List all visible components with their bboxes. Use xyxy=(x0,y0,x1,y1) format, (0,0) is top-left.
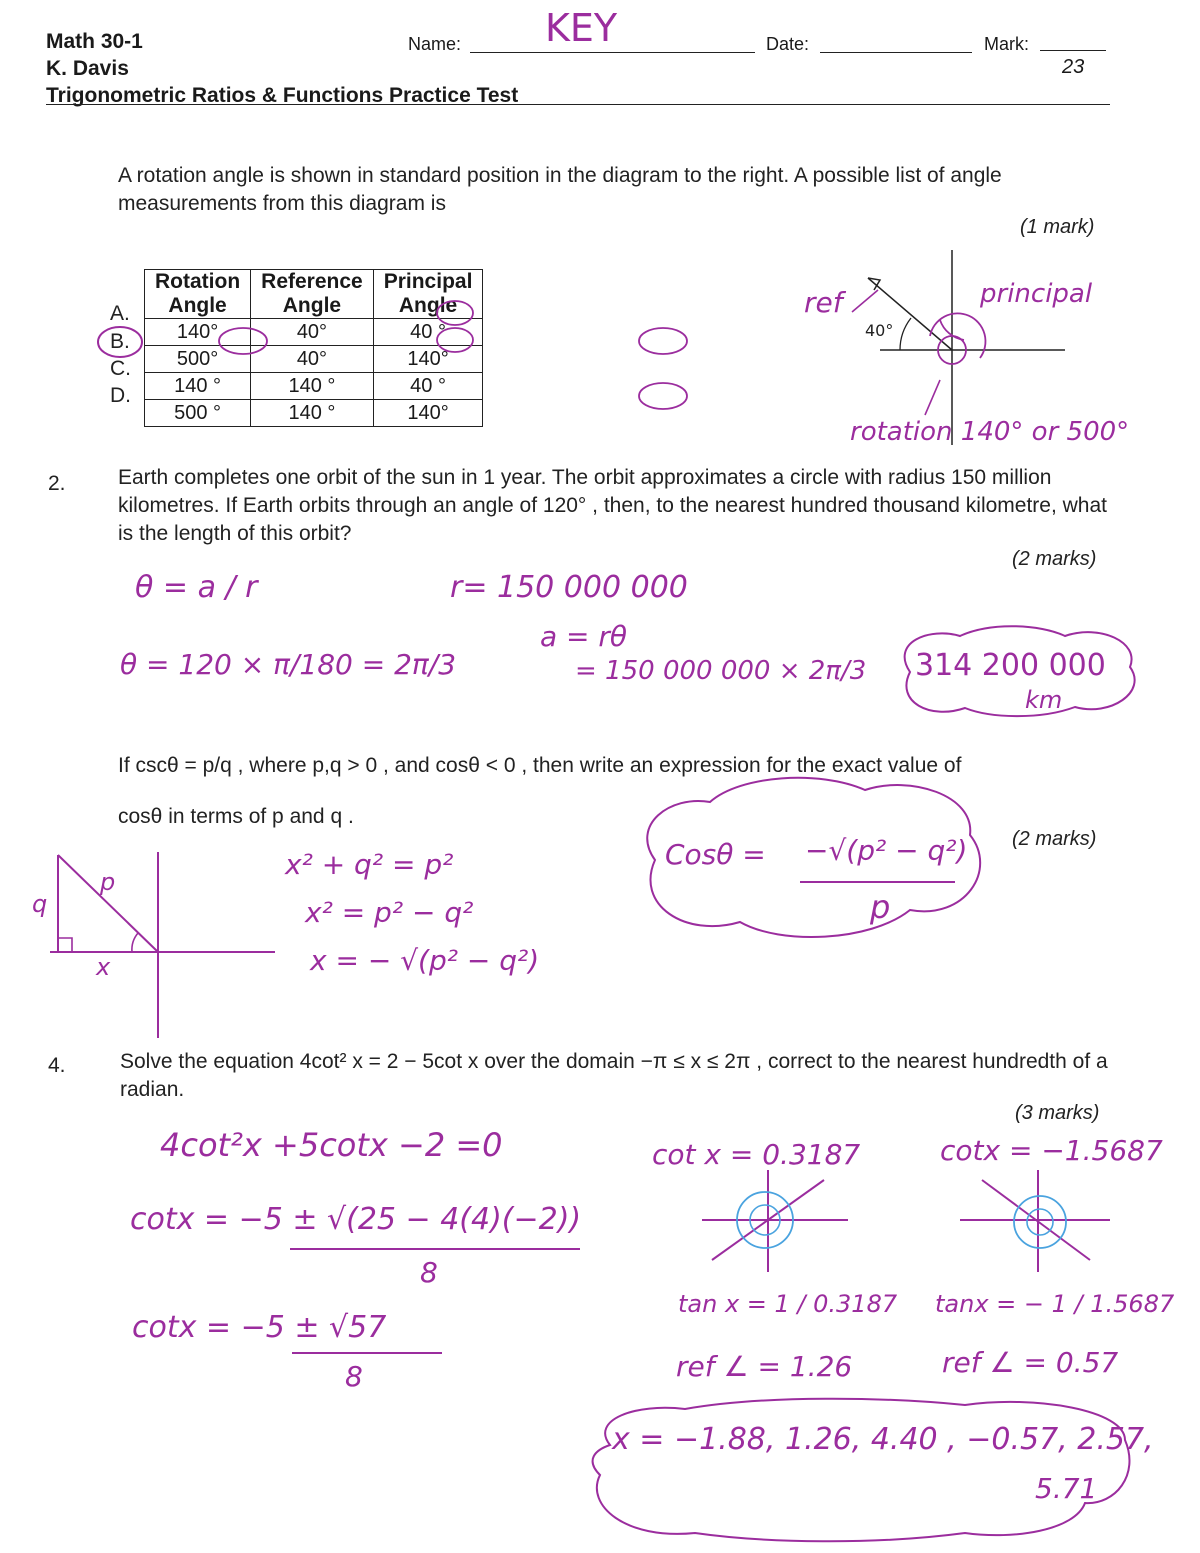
q3-triangle-diagram xyxy=(20,840,290,1040)
q2-answer: 314 200 000 xyxy=(915,648,1106,683)
q4-cot-value-2: cotx = −1.5687 xyxy=(940,1134,1163,1167)
q4-answer: x = −1.88, 1.26, 4.40 , −0.57, 2.57, xyxy=(612,1422,1154,1457)
header-reference: Reference Angle xyxy=(251,270,374,319)
q4-marks: (3 marks) xyxy=(1015,1102,1100,1124)
q2-calc: = 150 000 000 × 2π/3 xyxy=(575,656,867,686)
q2-answer-unit: km xyxy=(1025,686,1063,714)
option-letter-d: D. xyxy=(110,384,131,407)
mark-total: 23 xyxy=(1062,56,1085,78)
course-title: Math 30-1 xyxy=(46,30,143,53)
q3-answer-denominator: p xyxy=(870,888,891,926)
opp-label: q xyxy=(32,890,48,918)
date-label: Date: xyxy=(766,34,810,54)
cell-rotation: 500 ° xyxy=(145,400,251,427)
test-title: Trigonometric Ratios & Functions Practice Test xyxy=(46,84,519,107)
circle-principal-140a xyxy=(639,328,687,354)
q2-text: Earth completes one orbit of the sun in 1 year. The orbit approximates a circle with radius 150 million kilometres. If Earth orbits through an angle of 120° , then, to the nearest hundred thousand kilometre, what is the length of this orbit? xyxy=(118,466,1107,545)
q2-marks: (2 marks) xyxy=(1012,548,1097,570)
q4-text: Solve the equation 4cot² x = 2 − 5cot x over the domain −π ≤ x ≤ 2π , correct to the nearest hundredth of a radian. xyxy=(120,1050,1108,1101)
q2-radius: r= 150 000 000 xyxy=(450,570,688,605)
adj-label: x xyxy=(96,953,111,981)
rotation-pointer xyxy=(925,380,940,415)
q3-text-b: cosθ in terms of p and q . xyxy=(118,805,354,828)
q4-ref-angle-1: ref ∠ = 1.26 xyxy=(676,1350,853,1383)
q1-text: A rotation angle is shown in standard position in the diagram to the right. A possible list of angle measurements from this diagram is xyxy=(118,164,1002,215)
theta-arc xyxy=(132,933,138,952)
q2-arc-formula: a = rθ xyxy=(540,620,628,653)
q4-quadratic: cotx = −5 ± √(25 − 4(4)(−2)) xyxy=(130,1202,582,1237)
cell-principal: 140° xyxy=(373,346,483,373)
rotation-note: rotation 140° or 500° xyxy=(850,417,1130,447)
q3-work-line-3: x = − √(p² − q²) xyxy=(310,944,540,977)
q3-work-line-2: x² = p² − q² xyxy=(305,896,474,929)
option-letter-b: B. xyxy=(110,330,130,353)
hyp-label: p xyxy=(100,868,116,896)
circle-ref-40a xyxy=(437,301,473,325)
cell-rotation: 140 ° xyxy=(145,373,251,400)
cell-rotation: 140° xyxy=(145,319,251,346)
teacher-name: K. Davis xyxy=(46,57,129,80)
q1-marks: (1 mark) xyxy=(1020,216,1095,238)
q4-simplified: cotx = −5 ± √57 xyxy=(132,1310,387,1345)
q4-equation: 4cot²x +5cotx −2 =0 xyxy=(160,1126,503,1164)
circle-principal-140b xyxy=(639,383,687,409)
right-angle-mark xyxy=(58,938,72,952)
name-value: KEY xyxy=(545,6,618,50)
q4-cot-value-1: cot x = 0.3187 xyxy=(652,1138,861,1171)
q4-tan-value-2: tanx = − 1 / 1.5687 xyxy=(935,1290,1175,1318)
q4-quadratic-bar xyxy=(290,1248,580,1250)
ref-pointer xyxy=(852,290,878,312)
header-principal: Principal Angle xyxy=(373,270,483,319)
option-letter-a: A. xyxy=(110,302,130,325)
q4-number: 4. xyxy=(48,1054,66,1077)
q4-tan-value-1: tan x = 1 / 0.3187 xyxy=(678,1290,898,1318)
circle-ref-40b xyxy=(437,328,473,352)
q4-simplified-bar xyxy=(292,1352,442,1354)
q3-work-line-1: x² + q² = p² xyxy=(285,848,454,881)
q4-ref-angle-2: ref ∠ = 0.57 xyxy=(942,1346,1119,1379)
q1-angle-diagram xyxy=(790,240,1150,450)
cell-reference: 140 ° xyxy=(251,400,374,427)
cell-principal: 40 ° xyxy=(373,319,483,346)
cell-principal: 40 ° xyxy=(373,373,483,400)
cell-reference: 40° xyxy=(251,319,374,346)
q2-formula: θ = a / r xyxy=(135,570,258,605)
cell-reference: 140 ° xyxy=(251,373,374,400)
cell-principal: 140° xyxy=(373,400,483,427)
q4-simplified-denominator: 8 xyxy=(345,1360,363,1393)
q3-text-a: If cscθ = p/q , where p,q > 0 , and cosθ < 0 , then write an expression for the exact value of xyxy=(118,754,962,777)
ref-angle-arc xyxy=(900,318,911,350)
option-letter-c: C. xyxy=(110,357,131,380)
q3-answer-lhs: Cosθ = xyxy=(665,838,766,871)
q3-answer-numerator: −√(p² − q²) xyxy=(805,834,968,867)
q3-marks: (2 marks) xyxy=(1012,828,1097,850)
ref-note: ref xyxy=(804,286,843,319)
principal-note: principal xyxy=(980,279,1093,309)
q2-number: 2. xyxy=(48,472,66,495)
circle-rotation-500 xyxy=(219,328,267,354)
q4-cast-diagrams xyxy=(690,1160,1130,1280)
name-label: Name: xyxy=(408,34,462,54)
mark-label: Mark: xyxy=(984,34,1029,54)
cell-reference: 40° xyxy=(251,346,374,373)
cell-rotation: 500° xyxy=(145,346,251,373)
q4-answer-cloud xyxy=(585,1395,1145,1545)
q2-theta: θ = 120 × π/180 = 2π/3 xyxy=(120,648,457,681)
q4-quadratic-denominator: 8 xyxy=(420,1256,438,1289)
q4-answer-continued: 5.71 xyxy=(1035,1472,1098,1505)
angle-label: 40° xyxy=(865,321,894,340)
header-rotation: Rotation Angle xyxy=(145,270,251,319)
circle-answer-b xyxy=(98,327,142,357)
